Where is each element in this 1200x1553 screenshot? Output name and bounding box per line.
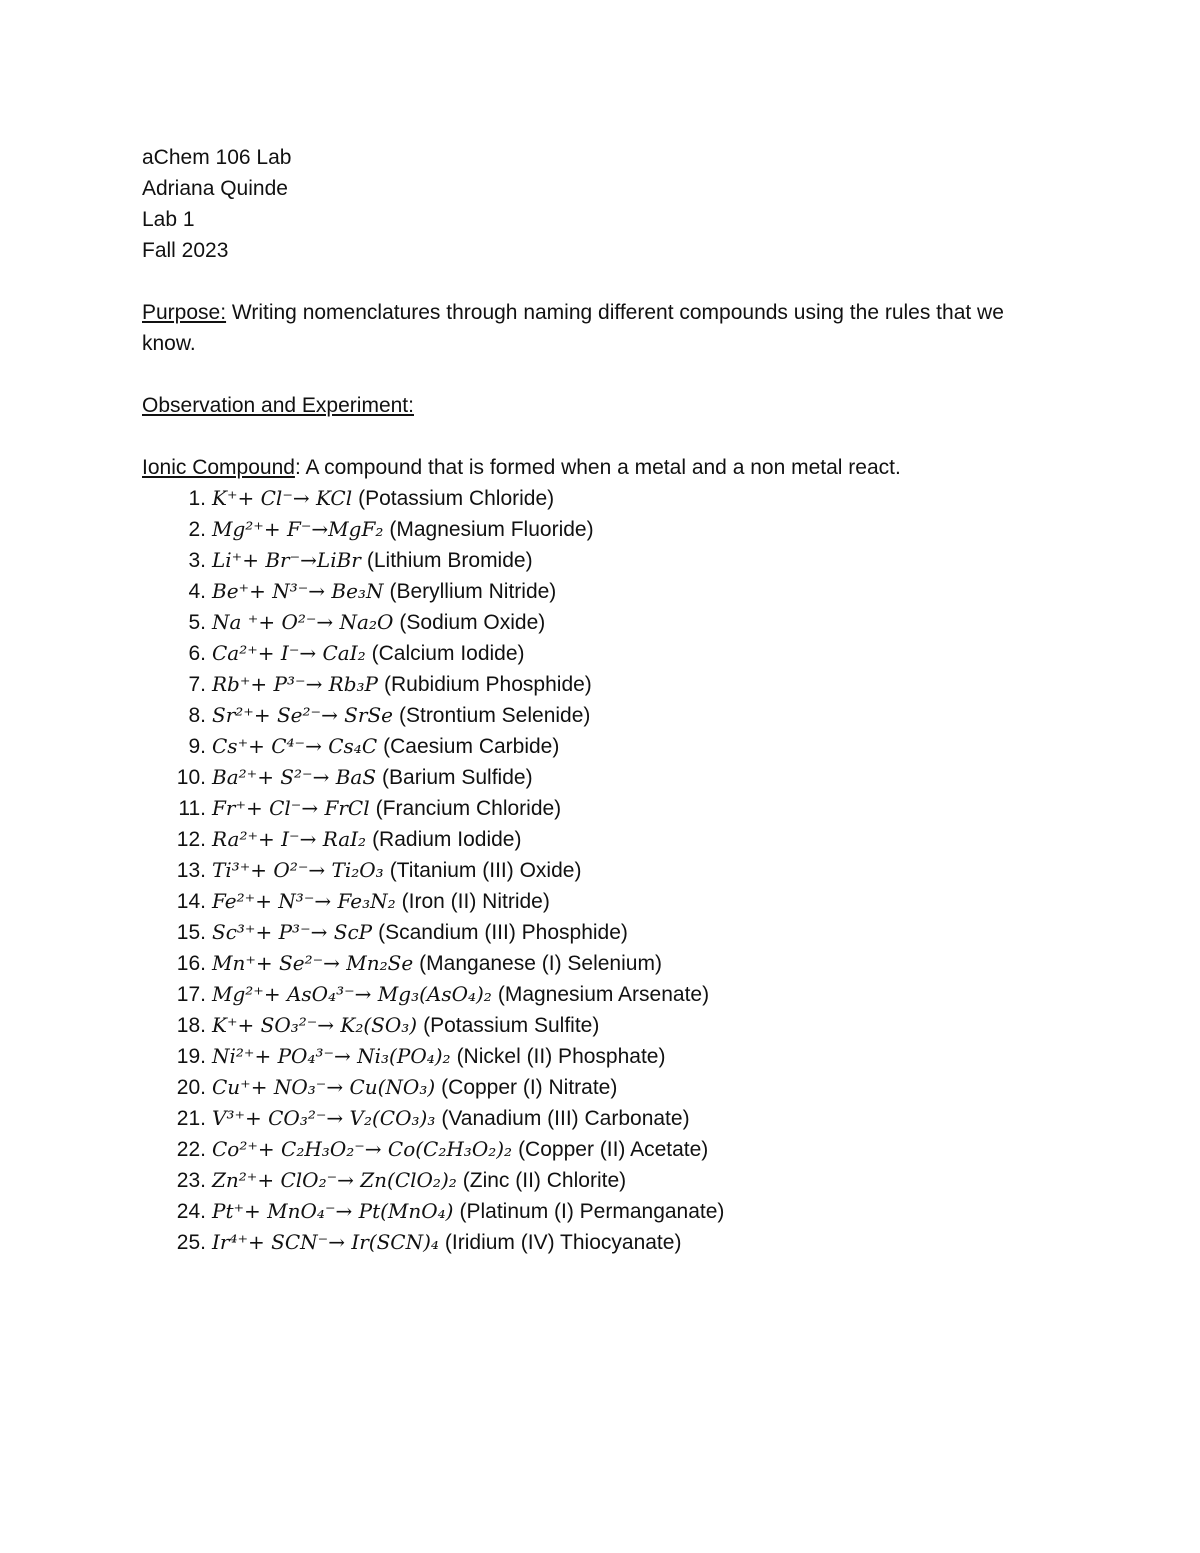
list-item xyxy=(142,1072,1062,1103)
list-item xyxy=(142,1165,1062,1196)
reaction-equation: Pt⁺+ MnO₄⁻→ Pt(MnO₄) xyxy=(212,1199,454,1223)
item-number: 16. xyxy=(176,952,206,975)
item-number: 5. xyxy=(188,611,206,634)
reaction-equation: Sr²⁺+ Se²⁻→ SrSe xyxy=(212,703,393,727)
item-number: 24. xyxy=(176,1200,206,1223)
compound-name: (Caesium Carbide) xyxy=(383,735,560,758)
reaction-equation: Be⁺+ N³⁻→ Be₃N xyxy=(212,579,384,603)
purpose-label: Purpose: xyxy=(142,301,227,324)
compound-name: (Copper (I) Nitrate) xyxy=(441,1076,618,1099)
compound-name: (Platinum (I) Permanganate) xyxy=(459,1200,725,1223)
item-number: 1. xyxy=(188,487,206,510)
item-number: 10. xyxy=(176,766,206,789)
list-item xyxy=(142,638,1062,669)
purpose-text: Writing nomenclatures through naming different compounds using the rules that we know. xyxy=(142,301,1004,355)
list-item xyxy=(142,886,1062,917)
reaction-equation: Ir⁴⁺+ SCN⁻→ Ir(SCN)₄ xyxy=(212,1230,439,1254)
item-number: 2. xyxy=(188,518,206,541)
compound-name: (Zinc (II) Chlorite) xyxy=(462,1169,627,1192)
item-number: 15. xyxy=(176,921,206,944)
spacer xyxy=(142,421,1062,452)
item-number: 7. xyxy=(188,673,206,696)
reaction-equation: Ba²⁺+ S²⁻→ BaS xyxy=(212,765,377,789)
compound-name: (Strontium Selenide) xyxy=(398,704,591,727)
reaction-equation: Sc³⁺+ P³⁻→ ScP xyxy=(212,920,373,944)
author-name: Adriana Quinde xyxy=(142,177,288,200)
list-item xyxy=(142,1103,1062,1134)
spacer xyxy=(142,359,1062,390)
compound-name: (Sodium Oxide) xyxy=(399,611,546,634)
reaction-equation: K⁺+ SO₃²⁻→ K₂(SO₃) xyxy=(212,1013,418,1037)
reaction-equation: Cu⁺+ NO₃⁻→ Cu(NO₃) xyxy=(212,1075,436,1099)
item-number: 23. xyxy=(176,1169,206,1192)
item-number: 25. xyxy=(176,1231,206,1254)
item-number: 21. xyxy=(176,1107,206,1130)
reaction-equation: V³⁺+ CO₃²⁻→ V₂(CO₃)₃ xyxy=(212,1106,436,1130)
compound-name: (Scandium (III) Phosphide) xyxy=(378,921,628,944)
reaction-equation: Co²⁺+ C₂H₃O₂⁻→ Co(C₂H₃O₂)₂ xyxy=(212,1137,513,1161)
list-item xyxy=(142,483,1062,514)
list-item xyxy=(142,576,1062,607)
item-number: 19. xyxy=(176,1045,206,1068)
reaction-equation: Fr⁺+ Cl⁻→ FrCl xyxy=(212,796,370,820)
lab-number: Lab 1 xyxy=(142,208,195,231)
list-item xyxy=(142,700,1062,731)
item-number: 14. xyxy=(176,890,206,913)
item-number: 17. xyxy=(176,983,206,1006)
compound-name: (Iridium (IV) Thiocyanate) xyxy=(444,1231,682,1254)
item-number: 18. xyxy=(176,1014,206,1037)
spacer xyxy=(142,266,1062,297)
item-number: 3. xyxy=(188,549,206,572)
compound-name: (Copper (II) Acetate) xyxy=(518,1138,709,1161)
reaction-equation: Zn²⁺+ ClO₂⁻→ Zn(ClO₂)₂ xyxy=(212,1168,457,1192)
list-item xyxy=(142,948,1062,979)
reaction-equation: Mg²⁺+ F⁻→MgF₂ xyxy=(212,517,384,541)
reaction-list xyxy=(142,483,1062,1258)
reaction-equation: K⁺+ Cl⁻→ KCl xyxy=(212,486,353,510)
item-number: 20. xyxy=(176,1076,206,1099)
compound-name: (Radium Iodide) xyxy=(372,828,522,851)
compound-name: (Rubidium Phosphide) xyxy=(384,673,592,696)
item-number: 22. xyxy=(176,1138,206,1161)
compound-name: (Magnesium Fluoride) xyxy=(389,518,594,541)
list-item xyxy=(142,514,1062,545)
compound-name: (Francium Chloride) xyxy=(375,797,562,820)
reaction-equation: Mg²⁺+ AsO₄³⁻→ Mg₃(AsO₄)₂ xyxy=(212,982,492,1006)
compound-name: (Lithium Bromide) xyxy=(366,549,533,572)
reaction-equation: Rb⁺+ P³⁻→ Rb₃P xyxy=(212,672,379,696)
item-number: 13. xyxy=(176,859,206,882)
list-item xyxy=(142,793,1062,824)
compound-name: (Titanium (III) Oxide) xyxy=(389,859,582,882)
item-number: 8. xyxy=(188,704,206,727)
compound-name: (Iron (II) Nitride) xyxy=(401,890,550,913)
compound-name: (Nickel (II) Phosphate) xyxy=(456,1045,666,1068)
reaction-equation: Ni²⁺+ PO₄³⁻→ Ni₃(PO₄)₂ xyxy=(212,1044,451,1068)
course-title: aChem 106 Lab xyxy=(142,146,292,169)
list-item xyxy=(142,1227,1062,1258)
list-item xyxy=(142,1041,1062,1072)
reaction-equation: Cs⁺+ C⁴⁻→ Cs₄C xyxy=(212,734,378,758)
compound-name: (Potassium Sulfite) xyxy=(423,1014,600,1037)
list-item xyxy=(142,855,1062,886)
list-item xyxy=(142,1134,1062,1165)
item-number: 4. xyxy=(188,580,206,603)
list-item xyxy=(142,669,1062,700)
list-item xyxy=(142,979,1062,1010)
reaction-equation: Ca²⁺+ I⁻→ CaI₂ xyxy=(212,641,366,665)
ionic-definition-text: : A compound that is formed when a metal and a non metal react. xyxy=(294,456,901,479)
list-item xyxy=(142,1010,1062,1041)
term: Fall 2023 xyxy=(142,239,229,262)
compound-name: (Vanadium (III) Carbonate) xyxy=(441,1107,690,1130)
ionic-definition xyxy=(142,452,1062,483)
compound-name: (Barium Sulfide) xyxy=(382,766,533,789)
item-number: 12. xyxy=(176,828,206,851)
reaction-equation: Fe²⁺+ N³⁻→ Fe₃N₂ xyxy=(212,889,396,913)
list-item xyxy=(142,762,1062,793)
item-number: 9. xyxy=(188,735,206,758)
item-number: 11. xyxy=(178,797,206,820)
item-number: 6. xyxy=(188,642,206,665)
reaction-equation: Ti³⁺+ O²⁻→ Ti₂O₃ xyxy=(212,858,384,882)
compound-name: (Manganese (I) Selenium) xyxy=(419,952,662,975)
compound-name: (Beryllium Nitride) xyxy=(389,580,557,603)
reaction-equation: Mn⁺+ Se²⁻→ Mn₂Se xyxy=(212,951,414,975)
list-item xyxy=(142,917,1062,948)
purpose-paragraph xyxy=(142,297,1062,359)
list-item xyxy=(142,607,1062,638)
compound-name: (Potassium Chloride) xyxy=(358,487,555,510)
list-item xyxy=(142,545,1062,576)
compound-name: (Magnesium Arsenate) xyxy=(497,983,710,1006)
reaction-equation: Na ⁺+ O²⁻→ Na₂O xyxy=(212,610,394,634)
list-item xyxy=(142,1196,1062,1227)
ionic-label: Ionic Compound xyxy=(142,456,295,479)
list-item xyxy=(142,731,1062,762)
list-item xyxy=(142,824,1062,855)
observation-heading: Observation and Experiment: xyxy=(142,394,414,417)
reaction-equation: Ra²⁺+ I⁻→ RaI₂ xyxy=(212,827,367,851)
compound-name: (Calcium Iodide) xyxy=(371,642,525,665)
document-page xyxy=(142,142,1062,1258)
reaction-equation: Li⁺+ Br⁻→LiBr xyxy=(212,548,361,572)
